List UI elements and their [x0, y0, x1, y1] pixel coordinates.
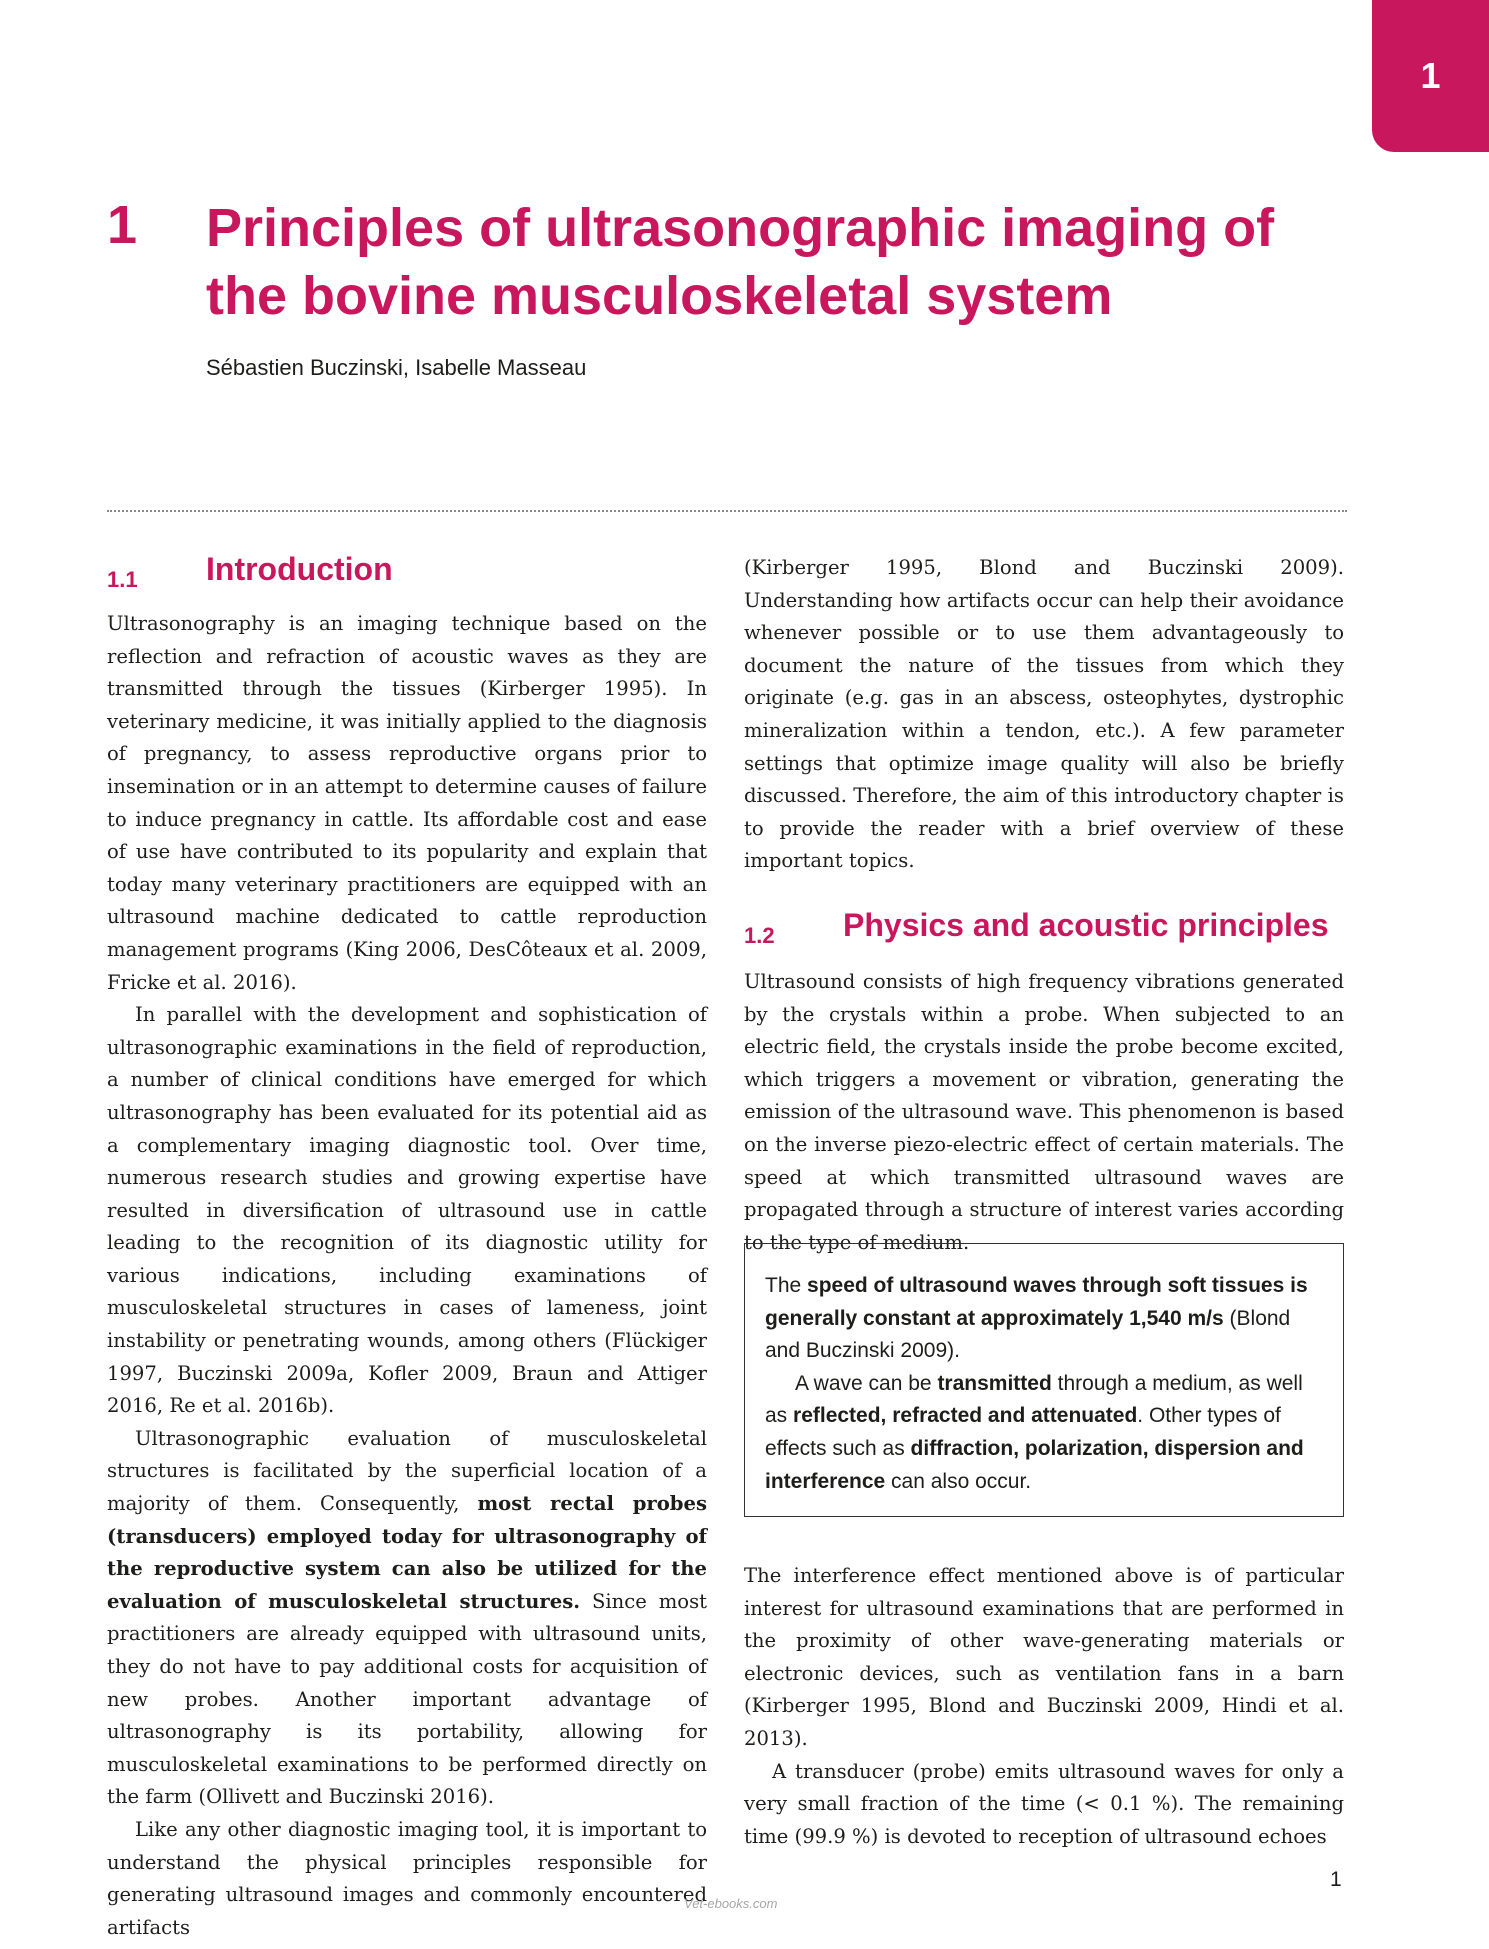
- callout-text: (Blond and Buczinski 2009).: [765, 1306, 1291, 1363]
- paragraph-text: Ultrasonographic evaluation of musculoskeletal structures is facilitated by the superficial location of a majority of them. Consequently,: [107, 1426, 707, 1516]
- section-heading-physics: [744, 904, 1344, 964]
- section-number: 1.1: [107, 567, 138, 592]
- section-heading-introduction: [107, 548, 707, 608]
- page-number: 1: [1330, 1868, 1342, 1891]
- paragraph: Like any other diagnostic imaging tool, it is important to understand the physical principles responsible for generating ultrasound images and commonly encountered artifacts: [107, 1817, 707, 1939]
- section-number: 1.2: [744, 922, 775, 948]
- paragraph-emphasis: most rectal probes (transducers) employed today for ultrasonography of the reproductive system can also be utilized for the evaluation of musculoskeletal structures.: [107, 1492, 707, 1613]
- section-title: Introduction: [206, 551, 393, 587]
- section-title: Physics and acoustic principles: [843, 906, 1329, 943]
- callout-emphasis: reflected, refracted and attenuated: [793, 1404, 1138, 1428]
- chapter-authors: Sébastien Buczinski, Isabelle Masseau: [206, 355, 587, 380]
- dotted-divider: [107, 510, 1347, 512]
- chapter-number: 1: [107, 195, 138, 255]
- callout-emphasis: transmitted: [937, 1371, 1052, 1395]
- right-column-top: [744, 552, 1344, 1259]
- callout-emphasis: diffraction, polarization, dispersion and interference: [765, 1436, 1304, 1493]
- callout-text: The: [765, 1274, 808, 1297]
- callout-text: can also occur.: [885, 1469, 1032, 1493]
- callout-text: A wave can be: [795, 1371, 938, 1395]
- callout-paragraph: [765, 1270, 1323, 1368]
- chapter-tab: [1372, 0, 1489, 152]
- right-column-bottom: [744, 1560, 1344, 1853]
- paragraph: Ultrasound consists of high frequency vibrations generated by the crystals within a probe. When subjected to an electric field, the crystals inside the probe become excited, which triggers a movement or vibration, generating the emission of the ultrasound wave. This phenomenon is based on the inverse piezo-electric effect of certain materials. The speed at which transmitted ultrasound waves are propagated through a structure of interest varies according to the type of medium.: [744, 969, 1344, 1254]
- paragraph: [107, 1423, 707, 1814]
- left-column: [107, 548, 707, 1944]
- paragraph: Ultrasonography is an imaging technique based on the reflection and refraction of acoustic waves as they are transmitted through the tissues (Kirberger 1995). In veterinary medicine, it was initially applied to the diagnosis of pregnancy, to assess reproductive organs prior to insemination or in an attempt to determine causes of failure to induce pregnancy in cattle. Its affordable cost and ease of use have contributed to its popularity and explain that today many veterinary practitioners are equipped with an ultrasound machine dedicated to cattle reproduction management programs (King 2006, DesCôteaux et al. 2009, Fricke et al. 2016).: [107, 612, 707, 994]
- chapter-title: Principles of ultrasonographic imaging of the bovine musculoskeletal system: [206, 198, 1275, 326]
- paragraph-text: Since most practitioners are already equipped with ultrasound units, they do not have to pay additional costs for acquisition of new probes. Another important advantage of ultrasonography is its portability, allowing for musculoskeletal examinations to be performed directly on the farm (Ollivett and Buczinski 2016).: [107, 1589, 708, 1809]
- callout-text: . Other types of effects such as: [765, 1404, 1281, 1460]
- callout-text: through a medium, as well as: [765, 1371, 1303, 1428]
- watermark: Vet-ebooks.com: [684, 1896, 778, 1911]
- chapter-tab-number: 1: [1420, 55, 1441, 96]
- callout-box: [744, 1243, 1344, 1517]
- paragraph: In parallel with the development and sophistication of ultrasonographic examinations in the field of reproduction, a number of clinical conditions have emerged for which ultrasonography has been evaluated for its potential aid as a complementary imaging diagnostic tool. Over time, numerous research studies and growing expertise have resulted in diversification of ultrasound use in cattle leading to the recognition of its diagnostic utility for various indications, including examinations of musculoskeletal structures in cases of lameness, joint instability or penetrating wounds, among others (Flückiger 1997, Buczinski 2009a, Kofler 2009, Braun and Attiger 2016, Re et al. 2016b).: [107, 1003, 707, 1418]
- paragraph: A transducer (probe) emits ultrasound waves for only a very small fraction of the time (< 0.1 %). The remaining time (99.9 %) is devoted to reception of ultrasound echoes: [744, 1759, 1344, 1848]
- paragraph: The interference effect mentioned above is of particular interest for ultrasound examinations that are performed in the proximity of other wave-generating materials or electronic devices, such as ventilation fans in a barn (Kirberger 1995, Blond and Buczinski 2009, Hindi et al. 2013).: [744, 1564, 1344, 1750]
- callout-emphasis: speed of ultrasound waves through soft tissues is generally constant at approximately 1,540 m/s: [765, 1274, 1308, 1330]
- paragraph: (Kirberger 1995, Blond and Buczinski 2009). Understanding how artifacts occur can help their avoidance whenever possible or to use them advantageously to document the nature of the tissues from which they originate (e.g. gas in an abscess, osteophytes, dystrophic mineralization within a tendon, etc.). A few parameter settings that optimize image quality will also be briefly discussed. Therefore, the aim of this introductory chapter is to provide the reader with a brief overview of these important topics.: [744, 556, 1344, 873]
- callout-paragraph: [765, 1368, 1323, 1498]
